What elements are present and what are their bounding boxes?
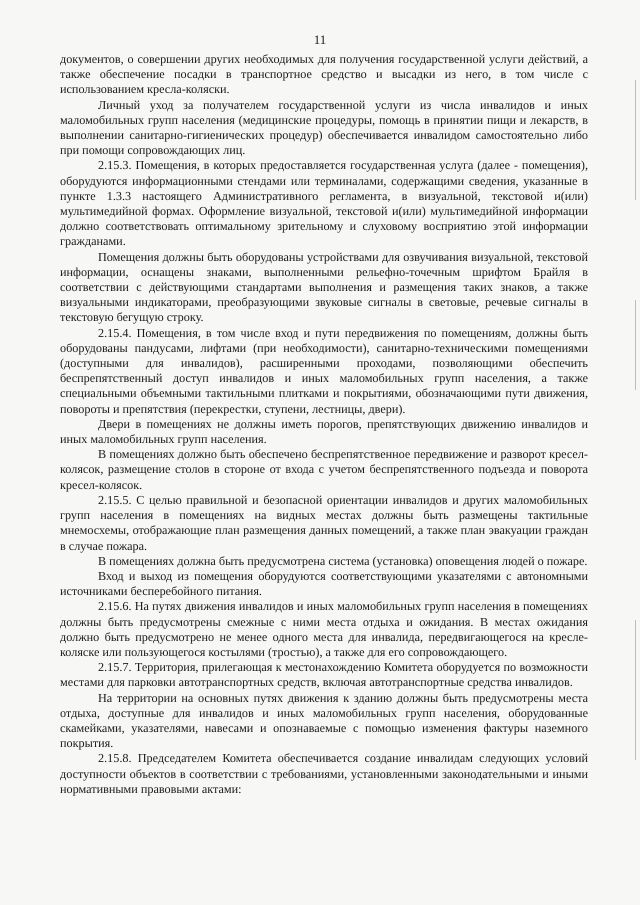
paragraph-7: В помещениях должно быть обеспечено беспрепятственное передвижение и разворот кресел-колясок, размещение столов в стороне от входа с учетом беспрепятственного подъезда и поворота кресел-колясок. <box>60 447 588 492</box>
paragraph-2-15-8: 2.15.8. Председателем Комитета обеспечивается создание инвалидам следующих условий доступности объектов в соответствии с требованиями, установленными законодательными и иными нормативными правовыми актами: <box>60 751 588 796</box>
scan-edge-mark <box>635 300 636 390</box>
paragraph-2-15-5: 2.15.5. С целью правильной и безопасной ориентации инвалидов и других маломобильных групп населения в помещениях на видных местах должны быть размещены тактильные мнемосхемы, отображающие план размещения данных помещений, а также план эвакуации граждан в случае пожара. <box>60 492 588 553</box>
paragraph-2-15-6: 2.15.6. На путях движения инвалидов и иных маломобильных групп населения в помещениях должны быть предусмотрены смежные с ними места отдыха и ожидания. В местах ожидания должно быть предусмотрено не менее одного места для инвалида, передвигающегося на кресле-коляске или пользующегося костылями (тростью), а также для его сопровождающего. <box>60 599 588 659</box>
paragraph-2-15-7: 2.15.7. Территория, прилегающая к местонахождению Комитета оборудуется по возможности местами для парковки автотранспортных средств, включая автотранспортные средства инвалидов. <box>60 660 588 690</box>
page-number: 11 <box>313 32 327 47</box>
paragraph-2: Личный уход за получателем государственной услуги из числа инвалидов и иных маломобильных групп населения (медицинские процедуры, помощь в принятии пищи и лекарств, в выполнении санитарно-гигиенических процедур) обеспечивается инвалидом самостоятельно либо при помощи сопровождающих лиц. <box>60 97 588 158</box>
paragraph-10: Вход и выход из помещения оборудуются соответствующими указателями с автономными источниками бесперебойного питания. <box>60 568 588 599</box>
scan-edge-mark <box>635 620 636 760</box>
paragraph-2-15-4: 2.15.4. Помещения, в том числе вход и пути передвижения по помещениям, должны быть оборудованы пандусами, лифтами (при необходимости), санитарно-техническими помещениями (доступными для инвалидов), расширенными проходами, позволяющими обеспечить беспрепятственный доступ инвалидов и иных маломобильных групп населения, а также специальными объемными тактильными плитками и покрытиями, обозначающими пути движения, повороты и препятствия (перекрестки, ступени, лестницы, двери). <box>60 325 588 416</box>
paragraph-4: Помещения должны быть оборудованы устройствами для озвучивания визуальной, текстовой информации, оснащены знаками, выполненными рельефно-точечным шрифтом Брайля в соответствии с действующими стандартами выполнения и размещения таких знаков, а также визуальными индикаторами, преобразующими звуковые сигналы в световые, речевые сигналы в текстовую бегущую строку. <box>60 249 588 325</box>
scan-edge-mark <box>635 80 636 200</box>
paragraph-6: Двери в помещениях не должны иметь порогов, препятствующих движению инвалидов и иных маломобильных групп населения. <box>60 416 588 447</box>
paragraph-13: На территории на основных путях движения к зданию должны быть предусмотрены места отдыха, доступные для инвалидов и иных маломобильных групп населения, оборудованные скамейками, указателями, навесами и опознаваемые с помощью изменения фактуры наземного покрытия. <box>60 690 588 751</box>
paragraph-2-15-3: 2.15.3. Помещения, в которых предоставляется государственная услуга (далее - помещения), оборудуются информационными стендами или терминалами, содержащими сведения, указанные в пункте 1.3.3 настоящего Административного регламента, в визуальной, текстовой и(или) мультимедийной формах. Оформление визуальной, текстовой и(или) мультимедийной информации должно соответствовать оптимальному зрительному и слуховому восприятию этой информации гражданами. <box>60 158 588 249</box>
document-body <box>60 52 588 797</box>
paragraph-1: документов, о совершении других необходимых для получения государственной услуги действий, а также обеспечение посадки в транспортное средство и высадки из него, в том числе с использованием кресла-коляски. <box>60 52 588 97</box>
paragraph-9: В помещениях должна быть предусмотрена система (установка) оповещения людей о пожаре. <box>98 553 588 568</box>
